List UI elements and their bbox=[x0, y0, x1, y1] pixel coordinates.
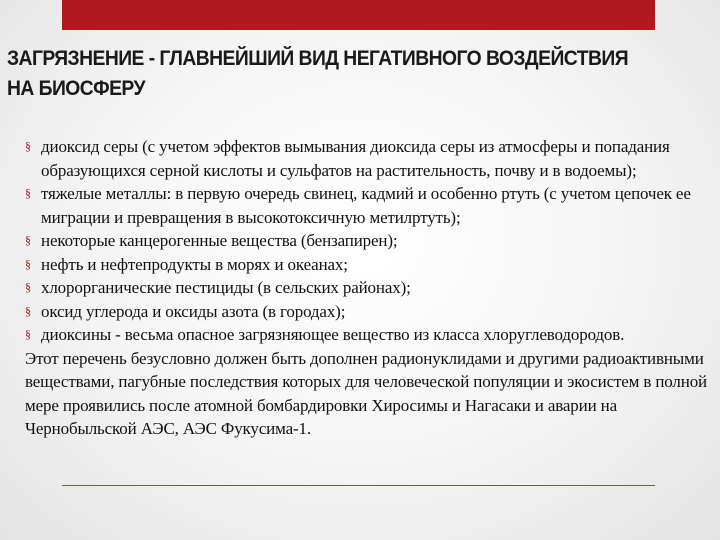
list-item bbox=[25, 300, 715, 324]
list-item-text: оксид углерода и оксиды азота (в городах); bbox=[41, 301, 346, 321]
list-item-text: некоторые канцерогенные вещества (бензапирен); bbox=[41, 231, 398, 250]
list-item bbox=[25, 323, 715, 347]
list-item-text: диоксины - весьма опасное загрязняющее вещество из класса хлоруглеводородов. bbox=[41, 325, 625, 344]
bullet-icon: § bbox=[25, 280, 31, 294]
list-item bbox=[25, 182, 715, 229]
bullet-icon: § bbox=[25, 233, 31, 247]
bottom-divider bbox=[62, 485, 655, 486]
list-item-text: диоксид серы (с учетом эффектов вымывания диоксида серы из атмосферы и попадания образующихся серной кислоты и сульфатов на растительность, почву и в водоемы); bbox=[41, 137, 670, 180]
list-item bbox=[25, 135, 715, 182]
summary-paragraph: Этот перечень безусловно должен быть дополнен радионуклидами и другими радиоактивными веществами, пагубные последствия которых для человеческой популяции и экосистем в полной мере проявились после атомной бомбардировки Хиросимы и Нагасаки и аварии на Чернобыльской АЭС, АЭС Фукусима-1. bbox=[25, 348, 707, 438]
bullet-list bbox=[25, 135, 715, 347]
list-item bbox=[25, 229, 715, 253]
list-item-text: нефть и нефтепродукты в морях и океанах; bbox=[41, 254, 348, 274]
bullet-icon: § bbox=[25, 303, 31, 318]
slide-title: ЗАГРЯЗНЕНИЕ - ГЛАВНЕЙШИЙ ВИД НЕГАТИВНОГО ВОЗДЕЙСТВИЯ НА БИОСФЕРУ bbox=[7, 47, 629, 100]
bullet-icon: § bbox=[25, 139, 31, 153]
bullet-icon: § bbox=[25, 186, 31, 200]
top-accent-bar bbox=[62, 0, 655, 30]
bullet-icon: § bbox=[25, 327, 31, 341]
list-item bbox=[25, 276, 715, 300]
list-item bbox=[25, 253, 715, 277]
list-item-text: хлорорганические пестициды (в сельских районах); bbox=[41, 278, 411, 297]
slide-content bbox=[25, 135, 715, 441]
list-item-text: тяжелые металлы: в первую очередь свинец, кадмий и особенно ртуть (с учетом цепочек ее миграции и превращения в высокотоксичную метилртуть); bbox=[41, 184, 691, 227]
bullet-icon: § bbox=[25, 256, 31, 271]
